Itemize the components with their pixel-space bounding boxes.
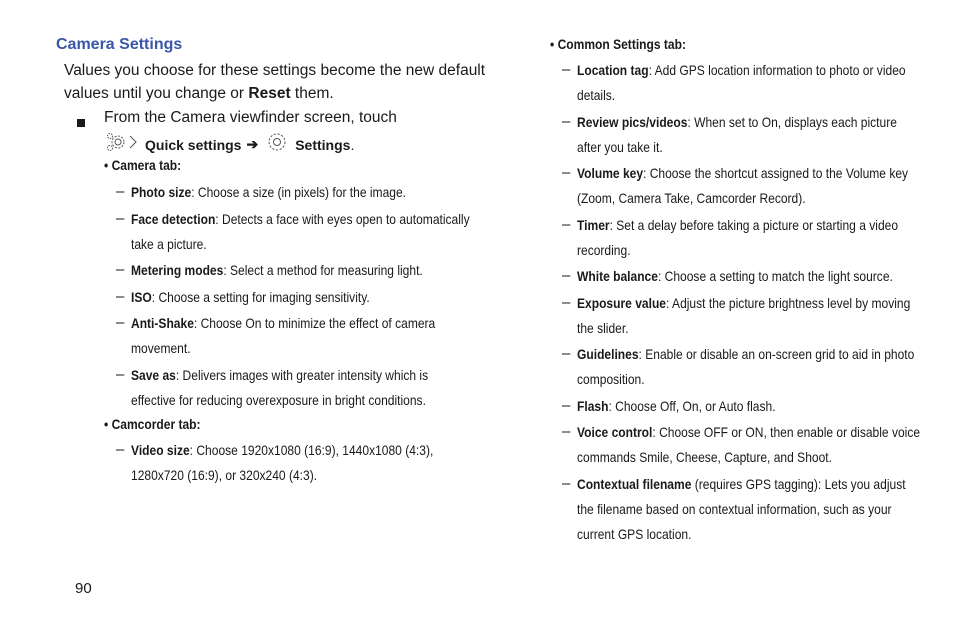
item-name: ISO [131,288,152,305]
list-item-line [131,392,426,408]
reset-label: Reset [248,85,291,102]
list-item-line [577,62,906,78]
item-name: Metering modes [131,262,224,278]
item-description: : Enable or disable an on-screen grid to aid in photo [638,346,915,362]
page-number: 90 [75,580,92,597]
item-description: : Choose the shortcut assigned to the Volume key [643,165,909,181]
list-item-line [577,398,776,414]
item-description: after you take it. [577,138,663,155]
step-text: From the Camera viewfinder screen, touch [104,109,397,126]
list-item-line [577,424,920,440]
item-description: details. [577,87,616,103]
list-item-line [131,262,423,278]
dash-bullet-icon: – [562,164,571,181]
item-description: : Set a delay before taking a picture or starting a video [609,216,899,233]
item-description: : Choose 1920x1080 (16:9), 1440x1080 (4:3), [189,442,434,458]
list-item-line [131,184,406,200]
dash-bullet-icon: – [116,209,125,227]
list-item-line [131,236,207,252]
list-item-line [577,526,691,542]
common-tab-label: Common Settings tab: [557,36,687,52]
item-description: : Adjust the picture brightness level by moving [666,294,911,311]
intro-line-2 [64,85,334,103]
list-item-line [577,114,897,130]
list-item-line [131,467,317,483]
item-name: Contextual filename [577,475,692,492]
quick-settings-label: Quick settings [145,136,242,153]
dash-bullet-icon: – [562,215,571,233]
list-item-line [577,320,629,336]
item-description: the filename based on contextual information, such as your [577,500,892,517]
item-description: effective for reducing overexposure in bright conditions. [131,391,426,408]
item-description: movement. [131,340,191,356]
list-item-line [577,242,631,258]
list-item-line [131,211,470,227]
item-description: : Select a method for measuring light. [223,262,423,278]
list-item-line [577,87,615,103]
item-description: : Choose a setting for imaging sensitivity. [151,288,370,305]
item-description: : Delivers images with greater intensity which is [175,366,429,383]
item-description: : Choose a setting to match the light source. [657,268,893,284]
dash-bullet-icon: – [116,365,125,383]
item-name: Save as [131,366,176,383]
dash-bullet-icon: – [562,396,571,414]
list-item-line [577,449,832,465]
list-item-line [577,476,906,492]
period: . [350,136,355,153]
item-description: : Choose Off, On, or Auto flash. [608,397,776,414]
dash-bullet-icon: – [116,261,125,278]
item-name: Location tag [577,62,649,78]
item-description: current GPS location. [577,525,692,542]
list-item-line [131,340,191,356]
list-item-line [577,217,898,233]
dash-bullet-icon: – [116,287,125,305]
section-title: Camera Settings [56,36,183,53]
item-description: composition. [577,371,645,387]
settings-gear-icon [264,131,290,158]
item-description: (requires GPS tagging): Lets you adjust [691,475,906,492]
list-item-line [577,190,806,206]
dash-bullet-icon: – [116,183,125,200]
camera-tab-heading [104,157,181,173]
intro-text: them. [290,85,334,102]
dash-bullet-icon: – [562,293,571,311]
list-item-line [131,367,428,383]
bullet-icon: • [104,416,109,432]
quick-settings-gear-icon [104,131,140,158]
item-name: White balance [577,268,658,284]
common-tab-heading [550,36,686,52]
item-name: Timer [577,216,610,233]
list-item-line [577,295,910,311]
list-item-line [577,371,645,387]
item-name: Review pics/videos [577,113,688,130]
item-description: : Detects a face with eyes open to automatically [215,210,470,227]
list-item-line [577,165,908,181]
item-name: Flash [577,397,609,414]
arrow-icon: ➔ [246,136,259,152]
step-bullet [77,114,85,132]
item-description: : Choose On to minimize the effect of camera [193,315,436,331]
settings-label: Settings [295,136,351,153]
item-description: recording. [577,241,631,258]
item-name: Volume key [577,165,644,181]
bullet-icon: • [104,157,109,173]
item-description: : Choose OFF or ON, then enable or disable voice [652,424,921,440]
dash-bullet-icon: – [562,112,571,130]
item-name: Guidelines [577,346,639,362]
dash-bullet-icon: – [116,441,125,458]
square-bullet-icon [77,119,85,127]
intro-line-1 [64,62,485,80]
item-name: Face detection [131,210,216,227]
list-item-line [577,501,892,517]
camcorder-tab-heading [104,416,201,432]
intro-text: Values you choose for these settings become the new default [64,62,486,79]
list-item-line [577,268,893,284]
item-name: Video size [131,442,190,458]
dash-bullet-icon: – [562,345,571,362]
item-description: : Choose a size (in pixels) for the image. [191,184,407,200]
list-item-line [131,442,433,458]
dash-bullet-icon: – [562,474,571,492]
camera-tab-label: Camera tab: [111,157,182,173]
list-item-line [577,346,914,362]
item-name: Voice control [577,424,653,440]
dash-bullet-icon: – [562,423,571,440]
list-item-line [577,139,663,155]
intro-text: values until you change or [64,85,249,102]
item-description: (Zoom, Camera Take, Camcorder Record). [577,190,806,206]
dash-bullet-icon: – [562,267,571,284]
dash-bullet-icon: – [116,314,125,331]
camcorder-tab-label: Camcorder tab: [111,416,201,432]
item-name: Photo size [131,184,192,200]
list-item-line [131,289,370,305]
item-description: 1280x720 (16:9), or 320x240 (4:3). [131,467,318,483]
item-description: : Add GPS location information to photo or video [648,62,906,78]
bullet-icon: • [550,36,555,52]
step-instruction [104,131,354,158]
list-item-line [131,315,435,331]
item-name: Anti-Shake [131,315,194,331]
item-description: : When set to On, displays each picture [687,113,897,130]
item-description: take a picture. [131,235,207,252]
dash-bullet-icon: – [562,61,571,78]
item-name: Exposure value [577,294,667,311]
item-description: commands Smile, Cheese, Capture, and Shoot. [577,449,832,465]
item-description: the slider. [577,319,629,336]
